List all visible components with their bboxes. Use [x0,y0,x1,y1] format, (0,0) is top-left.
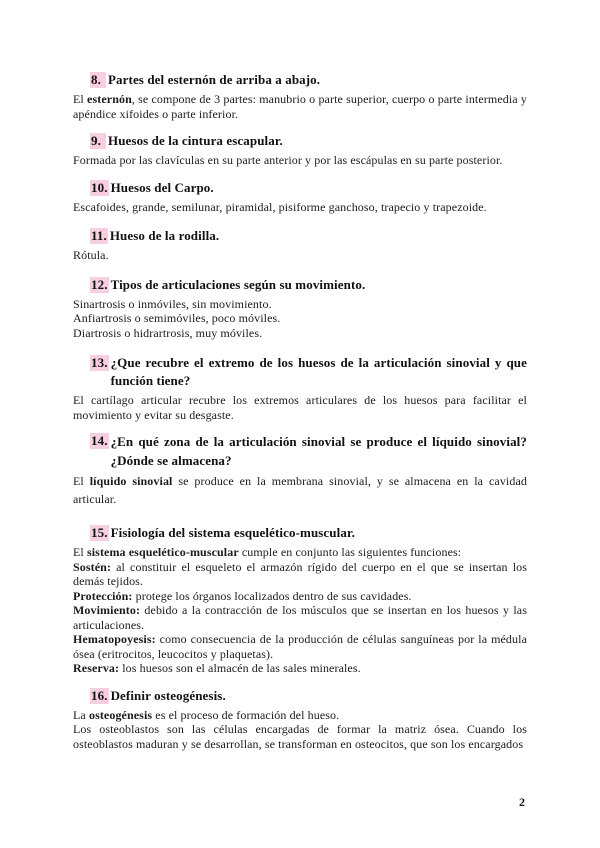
question-title: Hueso de la rodilla. [109,228,220,243]
question-title: Huesos de la cintura escapular. [108,133,283,148]
function-description: protege los órganos localizados dentro de sus cavidades. [132,588,412,603]
answer-line [73,326,527,341]
question-heading [73,524,527,542]
question-11 [73,227,527,263]
answer-text: cumple en conjunto las siguientes funciones: [238,545,462,559]
question-title: Huesos del Carpo. [110,179,214,195]
question-10 [73,179,527,215]
answer-paragraph [73,472,527,508]
question-title: ¿Que recubre el extremo de los huesos de la articulación sinovial y que función tiene? [110,355,527,388]
question-heading [73,227,527,245]
question-number: 14. [91,433,108,448]
answer-paragraph [73,708,527,723]
answer-paragraph [73,545,527,560]
question-heading [73,687,527,705]
answer-paragraph [73,393,527,422]
answer-paragraph [73,248,527,263]
question-heading [73,276,527,294]
function-label: Sostén: [73,559,112,574]
function-item-sosten [73,560,527,589]
answer-text: Escafoides, grande, semilunar, piramidal, pisiforme ganchoso, trapecio y trapezoide. [73,199,487,214]
answer-text: Sinartrosis o inmóviles, sin movimiento. [73,296,272,311]
question-title: Partes del esternón de arriba a abajo. [108,72,321,87]
question-number: 9. [90,133,106,149]
answer-text: Anfiartrosis o semimóviles, poco móviles. [73,311,281,325]
question-16 [73,687,527,752]
question-number: 15. [91,525,108,540]
question-number: 10. [91,179,108,195]
question-12 [73,276,527,341]
function-label: Hematopoyesis: [73,632,156,646]
question-title: Definir osteogénesis. [110,687,226,703]
question-title: Tipos de articulaciones según su movimiento. [110,276,366,292]
question-heading [73,432,527,470]
question-14 [73,432,527,508]
function-label: Movimiento: [73,603,141,617]
question-heading [73,179,527,197]
key-term: esternón [87,92,132,106]
page-content [73,71,527,751]
question-number: 11. [91,228,107,243]
answer-text: se produce en la membrana sinovial, y se almacena en la cavidad articular. [73,474,527,506]
function-description: como consecuencia de la producción de células sanguíneas por la médula ósea (eritrocitos, leucocitos y plaquetas). [73,632,527,661]
page-number: 2 [519,795,525,809]
function-item-reserva [73,661,527,676]
question-number: 16. [91,687,108,703]
answer-text: Rótula. [73,248,109,262]
function-description: al constituir el esqueleto el armazón rígido del cuerpo en el que se insertan los demás tejidos. [73,559,527,588]
answer-text: La [73,707,89,722]
answer-paragraph [73,92,527,121]
answer-text: , se compone de 3 partes: manubrio o parte superior, cuerpo o parte intermedia y apéndice xifoides o parte inferior. [73,92,527,121]
answer-text: Los osteoblastos son las células encargadas de formar la matriz ósea. Cuando los osteoblastos maduran y se desarrollan, se transforman en osteocitos, que son los encargados [73,722,527,751]
answer-text: es el proceso de formación del hueso. [152,707,340,722]
question-13 [73,354,527,422]
function-item-proteccion [73,589,527,604]
question-title: Fisiología del sistema esquelético-muscular. [110,525,355,540]
key-term: líquido sinovial [89,474,173,488]
question-number: 8. [90,72,106,88]
question-heading [73,132,527,150]
question-heading [73,71,527,89]
question-15 [73,524,527,676]
question-heading [73,354,527,390]
question-8 [73,71,527,121]
answer-line [73,311,527,326]
function-item-movimiento [73,603,527,632]
function-label: Reserva: [73,661,120,675]
function-description: los huesos son el almacén de las sales minerales. [119,661,361,675]
question-number: 13. [91,355,108,370]
answer-text: El [73,545,87,559]
answer-paragraph [73,722,527,751]
question-title: ¿En qué zona de la articulación sinovial se produce el líquido sinovial? ¿Dónde se almacena? [110,434,527,468]
key-term: osteogénesis [88,707,153,722]
question-9 [73,132,527,168]
answer-text: El cartílago articular recubre los extremos articulares de los huesos para facilitar el movimiento y evitar su desgaste. [73,393,527,422]
question-number: 12. [91,276,108,292]
answer-paragraph [73,200,527,215]
function-label: Protección: [73,588,133,603]
answer-text: El [73,474,90,488]
answer-text: El [73,92,88,106]
function-description: debido a la contracción de los músculos que se insertan en los huesos y las articulaciones. [73,603,527,632]
answer-line [73,297,527,312]
answer-text: Diartrosis o hidrartrosis, muy móviles. [73,325,263,340]
function-item-hematopoyesis [73,632,527,661]
key-term: sistema esquelético-muscular [86,545,239,559]
answer-text: Formada por las clavículas en su parte anterior y por las escápulas en su parte posterior. [73,153,503,167]
answer-paragraph [73,153,527,168]
